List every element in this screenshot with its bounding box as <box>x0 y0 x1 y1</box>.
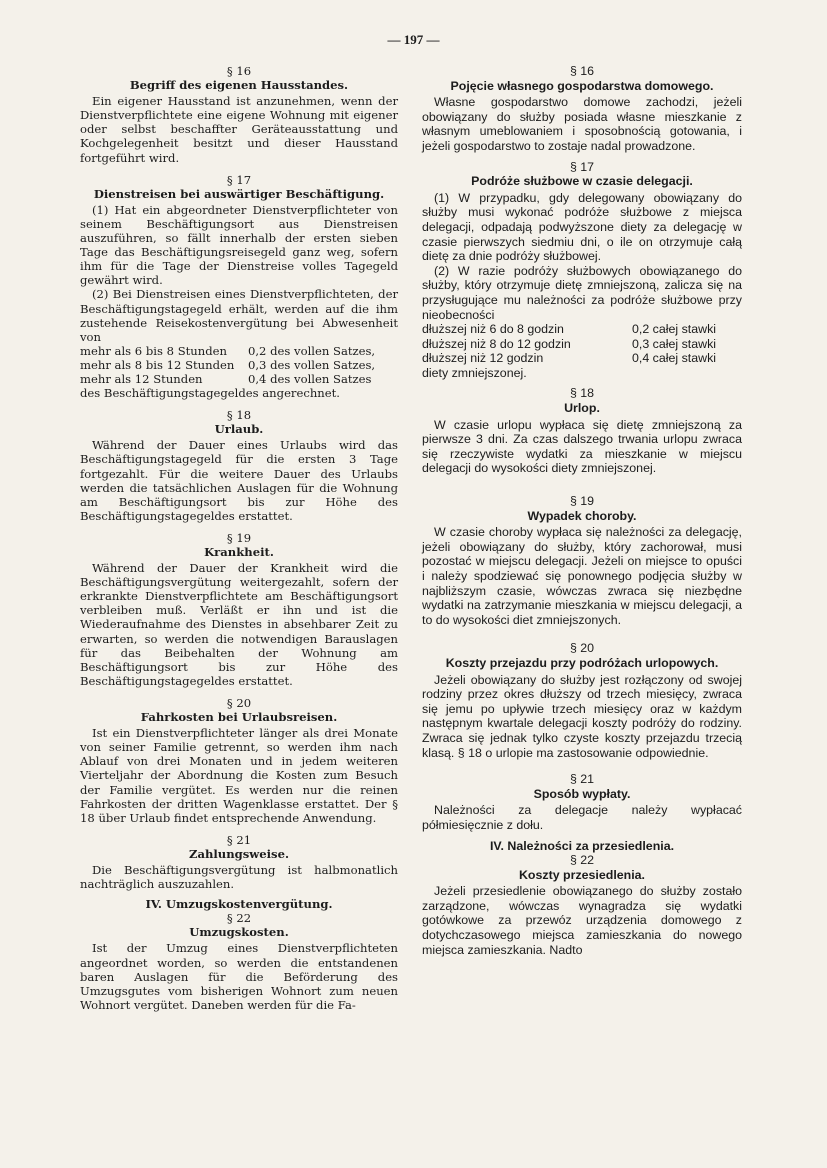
section-heading: Fahrkosten bei Urlaubsreisen. <box>140 710 338 725</box>
section-number: § 18 <box>569 386 595 401</box>
section-text: Während der Dauer eines Urlaubs wird das Beschäftigungstagegeld für die ersten 3 Tage fortgezahlt. Für die weitere Dauer des Urlaubs werden die tatsächlichen Auslagen für die Wohnung am Beschäftigungsort bis zur Höhe des Beschäftigungstagegeldes erstattet. <box>80 438 398 523</box>
german-column <box>80 64 398 1012</box>
section-heading: Koszty przesiedlenia. <box>518 867 645 882</box>
rate-row <box>422 322 742 337</box>
section-number: § 19 <box>226 530 252 545</box>
section-text: W czasie choroby wypłaca się należności za delegację, jeżeli obowiązany do służby, który zachorował, musi pozostać w miejscu delegacji. Jeżeli on miejsce to opuści i należy spodziewać się ponownego podjęcia służby w najbliższym czasie, wówczas zwraca się niezbędne wydatki na zatrzymanie mieszkania w miejscu delegacji, a to do wysokości diet zmniejszonych. <box>422 525 742 627</box>
section-heading: Dienstreisen bei auswärtiger Beschäftigung. <box>93 186 385 201</box>
rate-share: 0,4 des vollen Satzes <box>248 371 372 386</box>
section-number: § 21 <box>226 832 252 847</box>
section-text: (2) W razie podróży służbowych obowiązanego do służby, który otrzymuje dietę zmniejszoną, zalicza się na przysługujące mu należności za podróże służbowe przy nieobecności <box>422 263 742 322</box>
rate-row <box>80 344 398 358</box>
section-heading: Podróże służbowe w czasie delegacji. <box>471 174 693 189</box>
rate-duration: mehr als 12 Stunden <box>80 371 203 386</box>
section-text: Ist ein Dienstverpflichteter länger als drei Monate von seiner Familie getrennt, so werden ihm nach Ablauf von drei Monaten und in jedem weiteren Vierteljahr der Abordnung die Kosten zum Besuch der Familie vergütet. Es werden nur die reinen Fahrkosten der dritten Wagenklasse erstattet. Der § 18 über Urlaub findet entsprechende Anwendung. <box>80 726 398 825</box>
section-text: Während der Dauer der Krankheit wird die Beschäftigungsvergütung weitergezahlt, sofern der erkrankte Dienstverpflichtete am Beschäftigungsort verbleiben muß. Verläßt er ihn und ist die Wiederaufnahme des Dienstes in absehbarer Zeit zu erwarten, so werden die notwendigen Barauslagen für das Beibehalten der Wohnung am Beschäftigungsort bis zur Höhe des Beschäftigungstagegeldes erstattet. <box>80 561 398 688</box>
section-heading: Krankheit. <box>204 545 274 559</box>
section-text: des Beschäftigungstagegeldes angerechnet. <box>80 386 340 401</box>
rate-duration: mehr als 6 bis 8 Stunden <box>80 343 227 358</box>
section-number: § 21 <box>569 772 595 787</box>
section-text: Jeżeli obowiązany do służby jest rozłączony od swojej rodziny przez okres dłuższy od trzech miesięcy, zwraca się jemu po upływie trzech miesięcy oraz w każdym następnym kwartale delegacji koszty podróży do rodziny. Zwraca się jednak tylko czyste koszty przejazdu trzecią klasą. § 18 o urlopie ma zastosowanie odpowiednie. <box>422 672 742 760</box>
section-heading: Urlop. <box>564 401 600 416</box>
section-heading: Pojęcie własnego gospodarstwa domowego. <box>450 78 714 93</box>
section-text: Własne gospodarstwo domowe zachodzi, jeżeli obowiązany do służby posiada własne mieszkanie z własnym umeblowaniem i sposobnością gotowania, i jeżeli gospodarstwo to zostaje nadal prowadzone. <box>422 95 742 153</box>
section-text: Jeżeli przesiedlenie obowiązanego do służby zostało zarządzone, wówczas wynagradza się wydatki gotówkowe za przewóz urządzenia domowego z dotychczasowego miejsca zamieszkania do nowego miejsca zamieszkania. Nadto <box>422 884 742 957</box>
chapter-heading: IV. Umzugskostenvergütung. <box>145 897 333 912</box>
rate-share: 0,2 des vollen Satzes, <box>248 343 376 358</box>
rate-share: 0,2 całej stawki <box>632 322 717 337</box>
section-text: Die Beschäftigungsvergütung ist halbmonatlich nachträglich auszuzahlen. <box>80 862 398 892</box>
section-number: § 19 <box>569 494 595 509</box>
section-number: § 20 <box>226 695 252 710</box>
section-number: § 22 <box>569 853 595 868</box>
rate-share: 0,3 des vollen Satzes, <box>248 357 376 372</box>
section-heading: Begriff des eigenen Hausstandes. <box>129 78 349 93</box>
section-text: diety zmniejszonej. <box>422 365 527 380</box>
section-text: Należności za delegacje należy wypłacać półmiesięcznie z dołu. <box>422 803 742 832</box>
polish-column <box>422 64 742 957</box>
rate-duration: dłuższej niż 12 godzin <box>422 351 544 366</box>
section-number: § 17 <box>569 159 595 174</box>
rate-row <box>80 358 398 372</box>
section-text: Ein eigener Hausstand ist anzunehmen, wenn der Dienstverpflichtete eine eigene Wohnung mit eigener oder selbst beschaffter Geräteausstattung und Kochgelegenheit besitzt und dieser Hausstand fortgeführt wird. <box>80 94 398 165</box>
section-number: § 16 <box>226 64 252 78</box>
rate-duration: dłuższej niż 6 do 8 godzin <box>422 322 564 337</box>
section-heading: Zahlungsweise. <box>188 846 289 861</box>
rate-row <box>80 372 398 386</box>
section-heading: Wypadek choroby. <box>527 508 637 523</box>
rate-duration: dłuższej niż 8 do 12 godzin <box>422 336 571 351</box>
section-heading: Koszty przejazdu przy podróżach urlopowych. <box>445 655 719 670</box>
rate-row <box>422 351 742 366</box>
section-text: (1) W przypadku, gdy delegowany obowiązany do służby musi wykonać podróże służbowe z miejsca delegacji, odpadają podwyższone diety za delegację w czasie pierwszych siedmiu dni, o ile on otrzymuje całą dietę za dnie podróży służbowej. <box>422 190 742 264</box>
rate-share: 0,4 całej stawki <box>632 351 717 366</box>
section-number: § 20 <box>569 641 595 656</box>
section-text: Ist der Umzug eines Dienstverpflichteten angeordnet worden, so werden die entstandenen baren Auslagen für die Beförderung des Umzugsgutes vom bisherigen Wohnort zum neuen Wohnort vergütet. Daneben werden für die Fa- <box>80 941 398 1012</box>
rate-row <box>422 337 742 352</box>
rate-duration: mehr als 8 bis 12 Stunden <box>80 357 235 372</box>
section-heading: Urlaub. <box>214 422 264 437</box>
section-number: § 22 <box>226 911 252 926</box>
section-text: (1) Hat ein abgeordneter Dienstverpflichteter von seinem Beschäftigungsort aus Dienstreisen auszuführen, so fällt innerhalb der ersten sieben Tage das Beschäftigungsreisegeld ganz weg, sofern ihm für die Tage der Dienstreise volles Tagegeld gewährt wird. <box>80 202 398 288</box>
section-heading: Sposób wypłaty. <box>533 786 631 801</box>
rate-share: 0,3 całej stawki <box>632 336 717 351</box>
section-number: § 18 <box>226 408 252 423</box>
section-text: (2) Bei Dienstreisen eines Dienstverpflichteten, der Beschäftigungstagegeld erhält, werden auf die ihm zustehende Reisekostenvergütung bei Abwesenheit von <box>80 287 398 344</box>
section-heading: Umzugskosten. <box>189 925 289 940</box>
page-number: — 197 — <box>387 32 440 47</box>
chapter-heading: IV. Należności za przesiedlenia. <box>489 838 675 853</box>
section-number: § 16 <box>569 64 595 78</box>
section-number: § 17 <box>226 172 252 187</box>
section-text: W czasie urlopu wypłaca się dietę zmniejszoną za pierwsze 3 dni. Za czas dalszego trwania urlopu zwraca się rzeczywiste wydatki za mieszkanie w miejscu delegacji do wysokości diety zmniejszonej. <box>422 417 742 476</box>
